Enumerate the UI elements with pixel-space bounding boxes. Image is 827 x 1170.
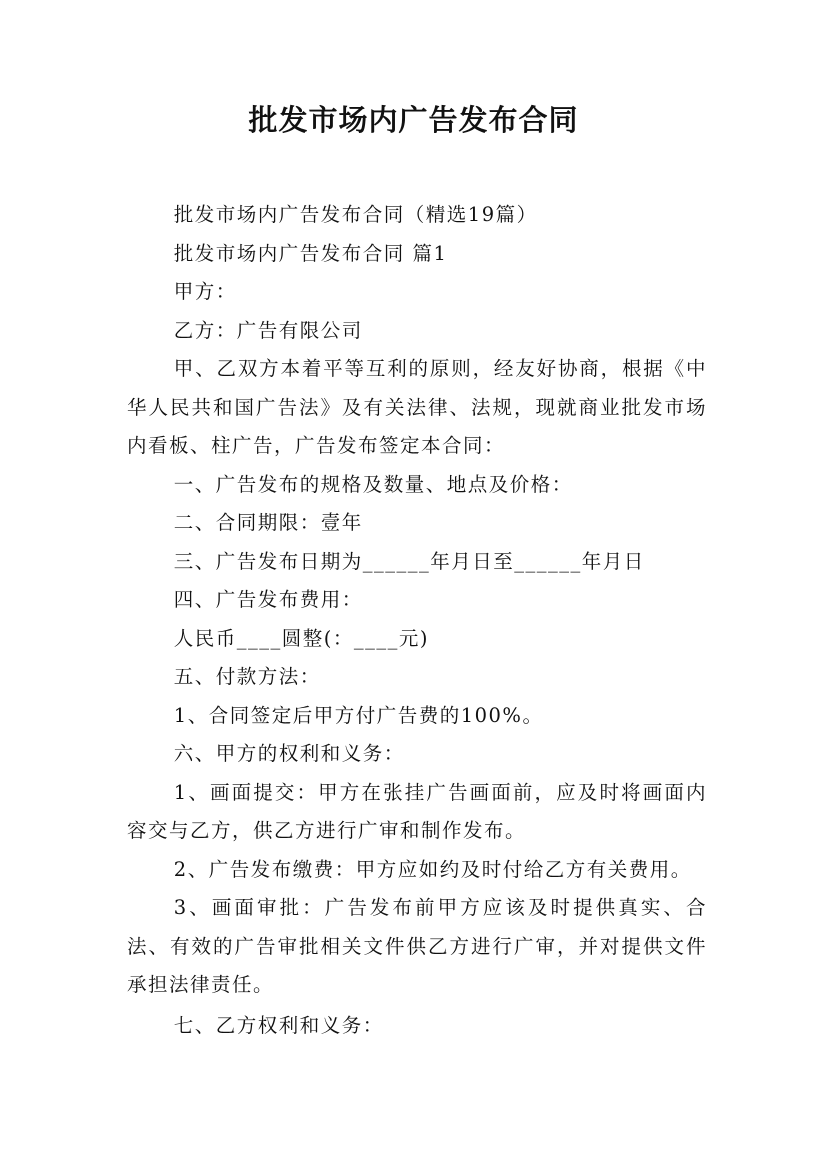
paragraph-party-a: 甲方：	[173, 280, 237, 303]
paragraph-preamble: 甲、乙双方本着平等互利的原则，经友好协商，根据《中华人民共和国广告法》及有关法律、法规，现就商业批发市场内看板、柱广告，广告发布签定本合同：	[127, 357, 707, 457]
paragraph-clause-6: 六、甲方的权利和义务：	[173, 742, 405, 765]
document-title: 批发市场内广告发布合同	[248, 103, 579, 137]
paragraph-fee-amount: 人民币____圆整(：____元)	[173, 626, 430, 650]
paragraph-subtitle: 批发市场内广告发布合同（精选19篇）	[173, 203, 538, 226]
paragraph-payment-1: 1、合同签定后甲方付广告费的100%。	[173, 703, 544, 727]
paragraph-clause-5: 五、付款方法：	[173, 665, 321, 688]
paragraph-clause-3: 三、广告发布日期为______年月日至______年月日	[173, 549, 645, 573]
paragraph-clause-1: 一、广告发布的规格及数量、地点及价格：	[173, 472, 573, 496]
document-body	[127, 196, 707, 1045]
paragraph-party-b: 乙方：广告有限公司	[173, 318, 363, 342]
paragraph-clause-4: 四、广告发布费用：	[173, 588, 363, 611]
paragraph-party-a-duty-1: 1、画面提交：甲方在张挂广告画面前，应及时将画面内容交与乙方，供乙方进行广审和制作发布。	[127, 780, 707, 842]
paragraph-party-a-duty-2: 2、广告发布缴费：甲方应如约及时付给乙方有关费用。	[173, 857, 692, 881]
paragraph-clause-2: 二、合同期限：壹年	[173, 511, 363, 534]
paragraph-section-heading: 批发市场内广告发布合同 篇1	[173, 241, 448, 265]
paragraph-party-a-duty-3: 3、画面审批：广告发布前甲方应该及时提供真实、合法、有效的广告审批相关文件供乙方进行广审，并对提供文件承担法律责任。	[127, 896, 707, 996]
paragraph-clause-7: 七、乙方权利和义务：	[173, 1013, 384, 1037]
